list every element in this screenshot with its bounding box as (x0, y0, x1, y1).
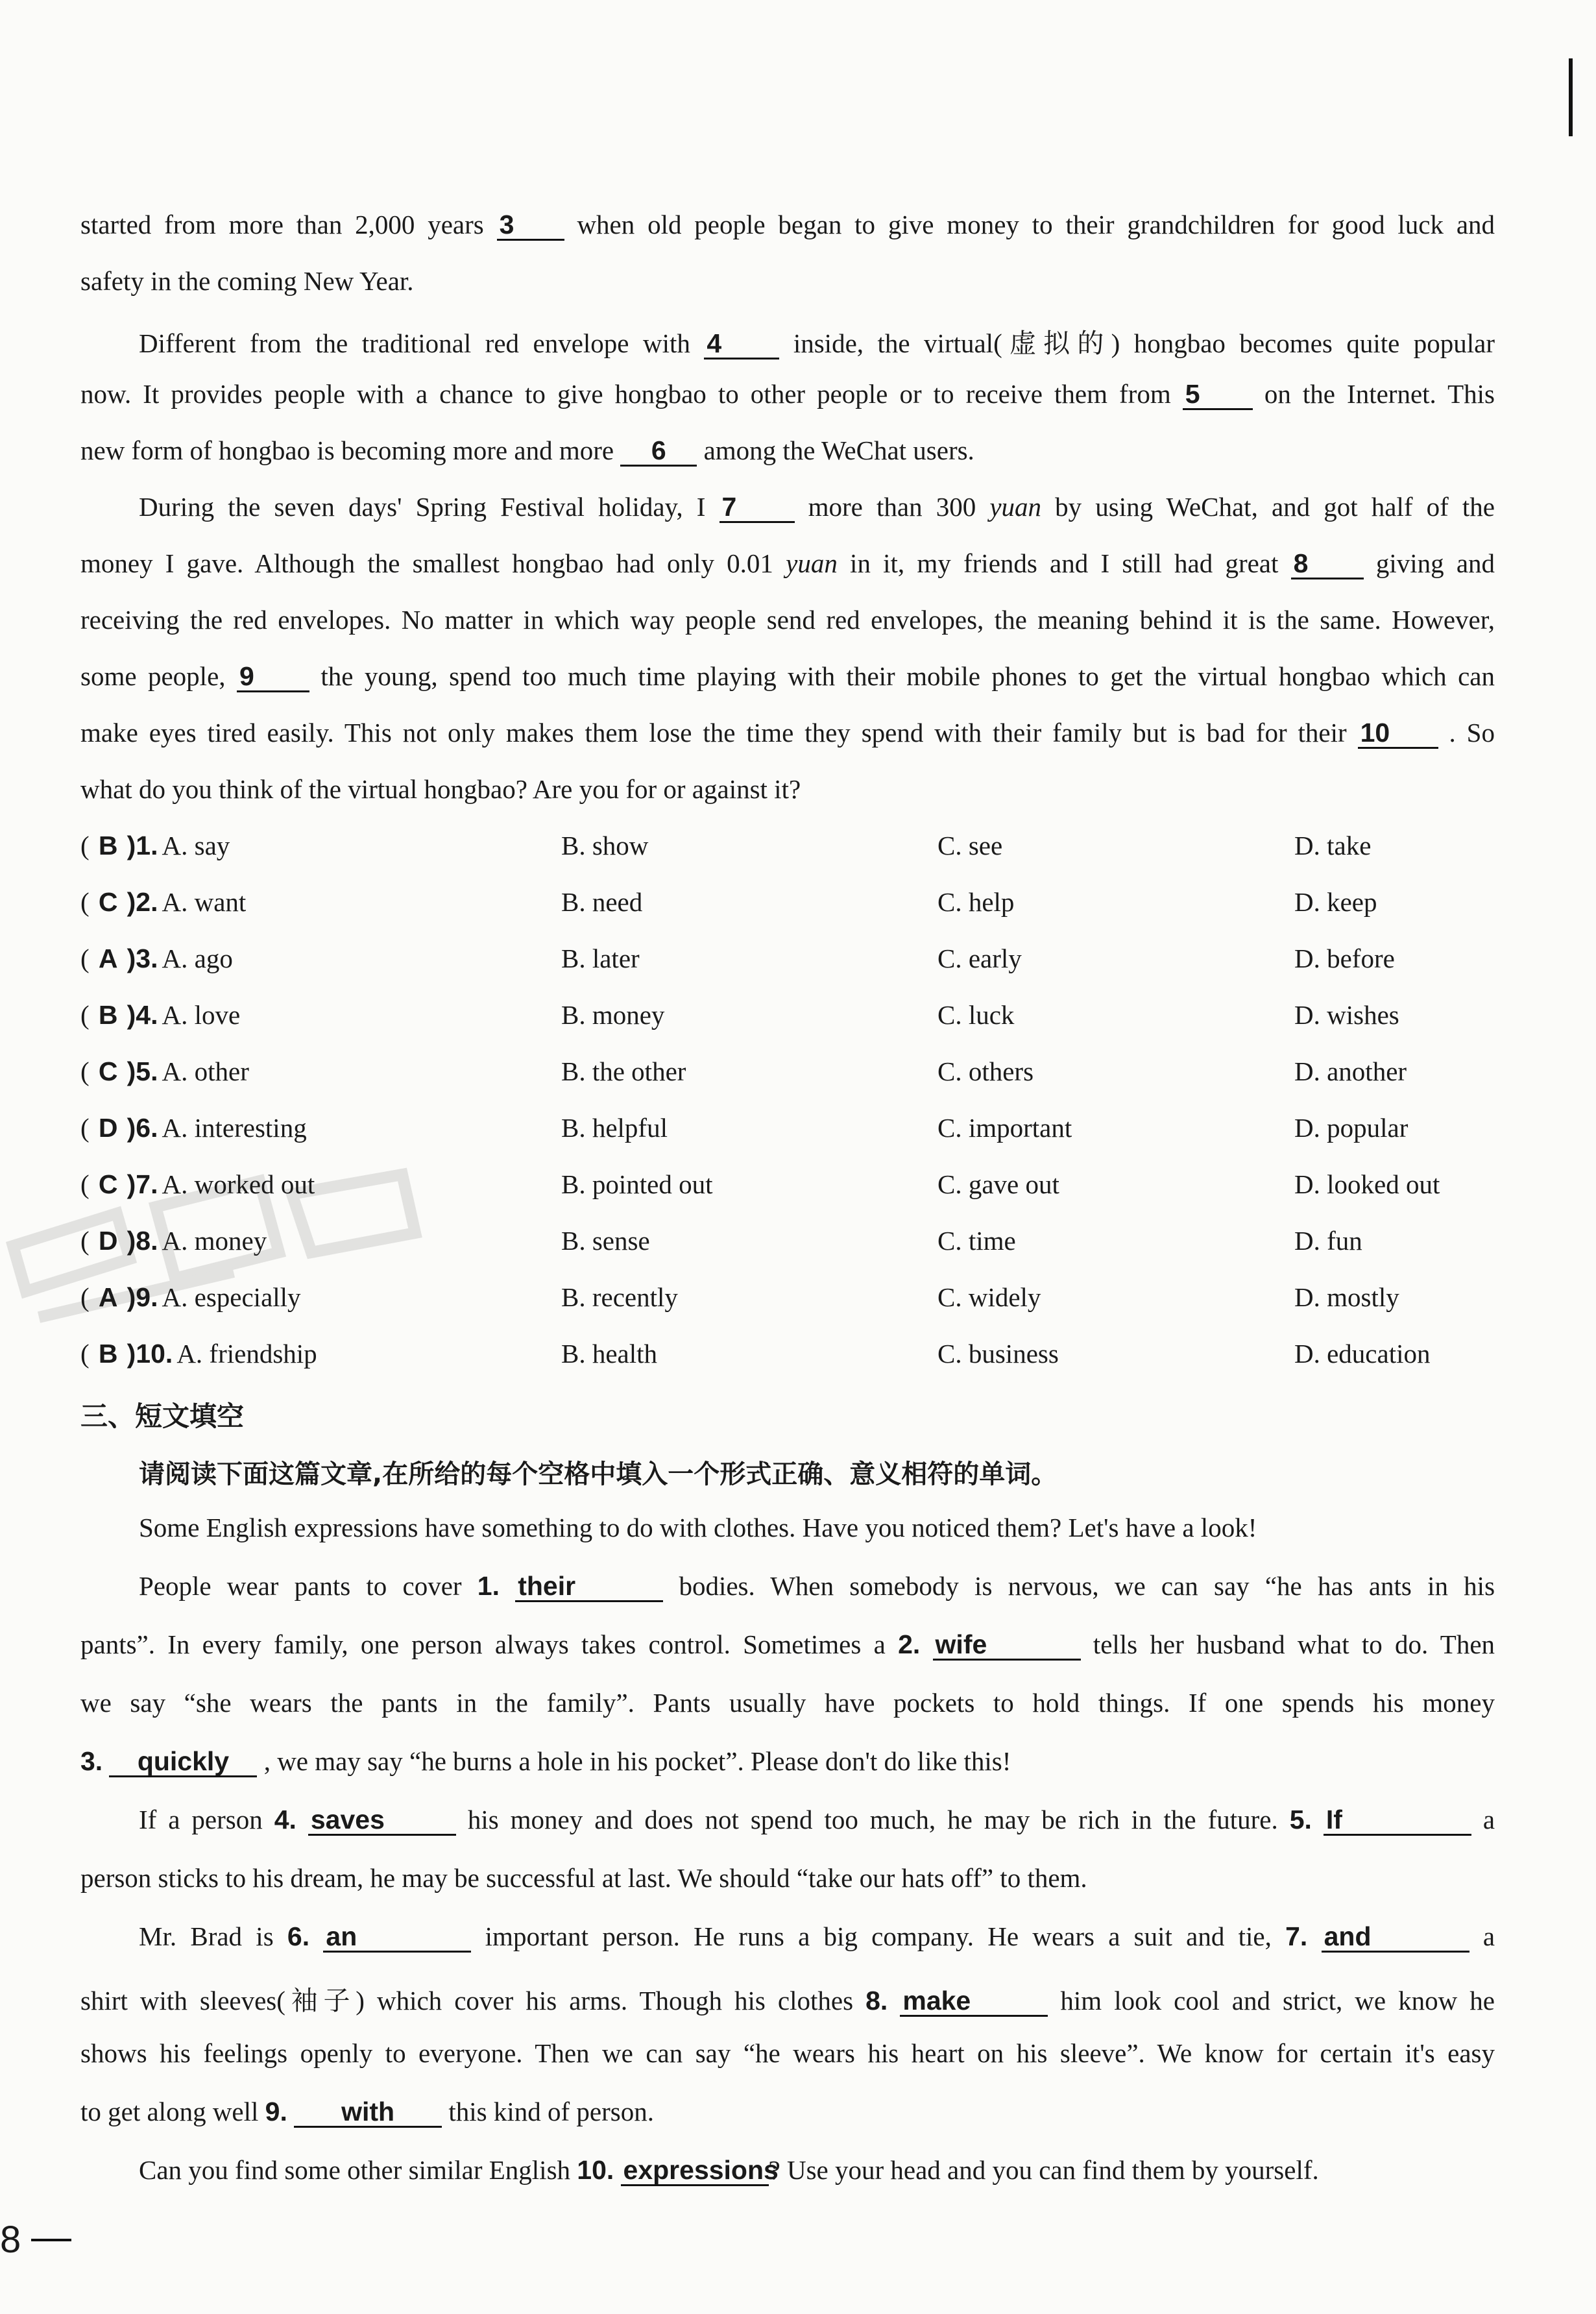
option-d: D. keep (1294, 887, 1377, 917)
passage-line (80, 322, 1495, 360)
text: now. It provides people with a chance to give hongbao to other people or to receive them from (80, 379, 1171, 409)
passage-line (80, 1629, 1495, 1661)
option-b: B. show (561, 831, 649, 860)
passage-line: shows his feelings openly to everyone. Then we can say “he wears his heart on his sleeve”. We know for certain it's easy (80, 2038, 1495, 2068)
answer-letter: A (98, 1282, 118, 1312)
passage-line (80, 435, 1495, 467)
question-number: 7. (1285, 1921, 1308, 1951)
text: If a person (139, 1805, 263, 1834)
answer-blank: quickly (109, 1748, 257, 1777)
blank-4: 4 (704, 330, 779, 359)
question-stem (80, 1112, 307, 1143)
text: to get along well (80, 2097, 259, 2126)
option-c: C. business (937, 1339, 1059, 1369)
option-b: B. money (561, 1000, 665, 1030)
passage-line: what do you think of the virtual hongbao? Are you for or against it? (80, 774, 801, 804)
option-c: C. time (937, 1226, 1016, 1256)
passage-line (80, 2154, 1495, 2186)
question-number: )9. (127, 1282, 158, 1312)
text: a (1482, 1921, 1495, 1951)
option-b: B. health (561, 1339, 658, 1369)
option-c: C. help (937, 887, 1015, 917)
paren: ( (80, 887, 90, 917)
text: this kind of person. (448, 2097, 654, 2126)
blank-6: 6 (620, 437, 697, 467)
passage-line: receiving the red envelopes. No matter in which way people send red envelopes, the meaning behind it is the same. However, (80, 605, 1495, 635)
answer-letter: D (98, 1226, 118, 1256)
passage-line: we say “she wears the pants in the family”. Pants usually have pockets to hold things. If one spends his money (80, 1688, 1495, 1718)
answer-blank: If (1324, 1806, 1471, 1836)
question-number: )6. (127, 1113, 158, 1143)
option-d: D. another (1294, 1056, 1407, 1086)
question-number: 2. (898, 1629, 921, 1659)
paren: ( (80, 1339, 90, 1369)
option-c: C. widely (937, 1282, 1041, 1312)
option-a: A. friendship (176, 1339, 317, 1369)
question-number: )1. (127, 831, 158, 860)
option-a: A. love (162, 1000, 241, 1030)
question-number: 1. (477, 1571, 500, 1601)
question-number: )7. (127, 1169, 158, 1199)
passage-line (80, 717, 1495, 749)
passage-line (80, 2096, 1495, 2128)
text: inside, the virtual(虚拟的) hongbao becomes quite popular (793, 328, 1495, 358)
passage-line (80, 1570, 1495, 1602)
text: in it, my friends and I still had great (850, 548, 1279, 578)
text: bodies. When somebody is nervous, we can say “he has ants in his (679, 1571, 1495, 1601)
question-stem (80, 1338, 317, 1369)
option-a: A. say (162, 831, 230, 860)
answer-blank: with (294, 2098, 442, 2128)
question-number: 6. (287, 1921, 310, 1951)
option-c: C. important (937, 1113, 1072, 1143)
text: shirt with sleeves(袖子) which cover his arms. Though his clothes (80, 1986, 854, 2016)
question-number: 9. (265, 2097, 287, 2126)
question-number: 3. (80, 1746, 103, 1776)
text: among the WeChat users. (703, 435, 974, 465)
text: make eyes tired easily. This not only makes them lose the time they spend with their family but is bad for their (80, 718, 1347, 748)
passage-line (80, 661, 1495, 692)
blank-8: 8 (1291, 550, 1364, 579)
text: started from more than 2,000 years (80, 210, 484, 239)
text: new form of hongbao is becoming more and more (80, 435, 614, 465)
option-a: A. want (162, 887, 247, 917)
answer-blank: an (323, 1923, 471, 1953)
text: Different from the traditional red envelope with (139, 328, 690, 358)
question-number: )3. (127, 944, 158, 973)
option-a: A. worked out (162, 1169, 315, 1199)
page-number-dash (31, 2239, 71, 2241)
option-b: B. later (561, 944, 640, 973)
option-d: D. mostly (1294, 1282, 1399, 1312)
option-c: C. others (937, 1056, 1034, 1086)
question-stem (80, 1056, 249, 1087)
question-number: )8. (127, 1226, 158, 1256)
option-a: A. money (162, 1226, 267, 1256)
section-heading: 三、短文填空 (80, 1400, 245, 1432)
passage-line (80, 378, 1495, 410)
answer-letter: A (98, 944, 118, 973)
question-stem (80, 943, 233, 974)
passage-line: Some English expressions have something to do with clothes. Have you noticed them? Let's have a look! (139, 1513, 1257, 1542)
option-a: A. interesting (162, 1113, 307, 1143)
passage-line (80, 548, 1495, 579)
text: when old people began to give money to their grandchildren for good luck and (577, 210, 1495, 239)
blank-7: 7 (719, 493, 795, 523)
passage-line: safety in the coming New Year. (80, 266, 414, 296)
question-number: )2. (127, 887, 158, 917)
page-number: 8 (0, 2219, 21, 2261)
question-number: )10. (127, 1339, 173, 1369)
option-c: C. luck (937, 1000, 1015, 1030)
option-a: A. ago (162, 944, 233, 973)
answer-letter: C (98, 887, 118, 917)
paren: ( (80, 1113, 90, 1143)
text: his money and does not spend too much, he may be rich in the future. (467, 1805, 1278, 1834)
paren: ( (80, 1282, 90, 1312)
paren: ( (80, 1169, 90, 1199)
answer-letter: D (98, 1113, 118, 1143)
passage-line (80, 209, 1495, 241)
text: money I gave. Although the smallest hongbao had only 0.01 (80, 548, 773, 578)
text: , we may say “he burns a hole in his pocket”. Please don't do like this! (263, 1746, 1011, 1776)
question-stem (80, 830, 230, 861)
answer-letter: C (98, 1169, 118, 1199)
answer-letter: B (98, 1339, 118, 1369)
text: yuan (989, 492, 1042, 522)
option-b: B. sense (561, 1226, 650, 1256)
answer-blank: make (900, 1987, 1048, 2017)
text: People wear pants to cover (139, 1571, 462, 1601)
answer-letter: B (98, 831, 118, 860)
option-b: B. recently (561, 1282, 678, 1312)
option-d: D. before (1294, 944, 1395, 973)
question-number: 5. (1289, 1805, 1312, 1834)
blank-5: 5 (1183, 380, 1253, 410)
blank-9: 9 (237, 663, 309, 692)
answer-blank: their (515, 1572, 663, 1602)
text: him look cool and strict, we know he (1060, 1986, 1495, 2016)
paren: ( (80, 1226, 90, 1256)
paren: ( (80, 1056, 90, 1086)
question-number: 10. (577, 2155, 614, 2185)
option-b: B. pointed out (561, 1169, 713, 1199)
text: pants”. In every family, one person always takes control. Sometimes a (80, 1629, 886, 1659)
question-stem (80, 886, 246, 918)
passage-line (80, 1746, 1495, 1777)
question-stem (80, 999, 240, 1030)
option-d: D. fun (1294, 1226, 1362, 1256)
question-number: 4. (274, 1805, 296, 1834)
answer-blank: and (1322, 1923, 1469, 1953)
option-d: D. popular (1294, 1113, 1409, 1143)
question-number: )4. (127, 1000, 158, 1030)
passage-line (80, 1804, 1495, 1836)
question-stem (80, 1282, 301, 1313)
answer-letter: C (98, 1056, 118, 1086)
section-instruction: 请阅读下面这篇文章,在所给的每个空格中填入一个形式正确、意义相符的单词。 (139, 1459, 1058, 1489)
paren: ( (80, 1000, 90, 1030)
option-b: B. need (561, 887, 643, 917)
question-number: 8. (865, 1986, 888, 2016)
text: Can you find some other similar English (139, 2155, 571, 2185)
text: ? Use your head and you can find them by yourself. (768, 2155, 1319, 2185)
option-c: C. early (937, 944, 1022, 973)
answer-blank: expressions (621, 2156, 769, 2186)
question-number: )5. (127, 1056, 158, 1086)
blank-10: 10 (1358, 719, 1438, 749)
option-d: D. looked out (1294, 1169, 1440, 1199)
paren: ( (80, 944, 90, 973)
answer-letter: B (98, 1000, 118, 1030)
text: some people, (80, 661, 226, 691)
option-a: A. especially (162, 1282, 301, 1312)
question-stem (80, 1169, 315, 1200)
option-a: A. other (162, 1056, 249, 1086)
option-b: B. the other (561, 1056, 686, 1086)
text: a (1482, 1805, 1495, 1834)
text: yuan (786, 548, 838, 578)
text: Mr. Brad is (139, 1921, 274, 1951)
text: on the Internet. This (1264, 379, 1495, 409)
text: important person. He runs a big company. He wears a suit and tie, (485, 1921, 1272, 1951)
option-d: D. take (1294, 831, 1372, 860)
option-d: D. education (1294, 1339, 1431, 1369)
text: by using WeChat, and got half of the (1055, 492, 1495, 522)
option-c: C. see (937, 831, 1003, 860)
text: more than 300 (808, 492, 976, 522)
passage-line (80, 1921, 1495, 1953)
edge-mark (1569, 58, 1573, 136)
passage-line (80, 491, 1495, 523)
text: giving and (1375, 548, 1495, 578)
option-c: C. gave out (937, 1169, 1059, 1199)
answer-blank: saves (308, 1806, 456, 1836)
option-b: B. helpful (561, 1113, 668, 1143)
question-stem (80, 1225, 267, 1256)
paren: ( (80, 831, 90, 860)
passage-line: person sticks to his dream, he may be successful at last. We should “take our hats off” to them. (80, 1863, 1087, 1893)
text: tells her husband what to do. Then (1093, 1629, 1495, 1659)
text: the young, spend too much time playing with their mobile phones to get the virtual hongbao which can (320, 661, 1495, 691)
answer-blank: wife (933, 1631, 1081, 1661)
passage-line (80, 1979, 1495, 2017)
text: . So (1449, 718, 1495, 748)
option-d: D. wishes (1294, 1000, 1399, 1030)
blank-3: 3 (497, 211, 564, 241)
text: During the seven days' Spring Festival holiday, I (139, 492, 706, 522)
